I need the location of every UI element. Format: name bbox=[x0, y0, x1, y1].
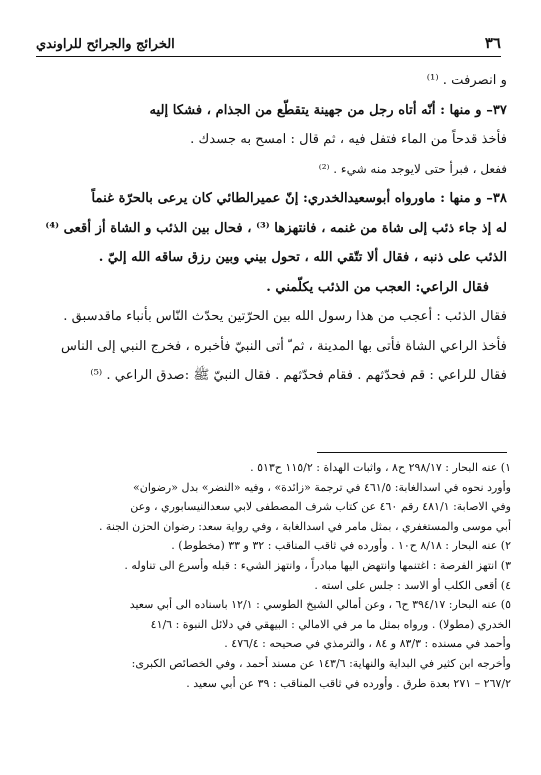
footnote-line: وأخرجه ابن كثير في البداية والنهاية: ١٤٣/٦ عن مسند أحمد ، وفي الخصائص الكبرى: bbox=[131, 656, 511, 670]
footnote-line: ٣) انتهز الفرصة : اغتنمها وانتهض اليها مبادراً ، وانتهز الشيء : قبله وأسرع الى تناوله . bbox=[124, 558, 511, 572]
footnote-line: ٢٦٧/٢ – ٢٧١ بعدة طرق . وأورده في ثاقب المناقب : ٣٩ عن أبي سعيد . bbox=[186, 676, 511, 690]
text-line: الذئب على ذنبه ، فقال ألا تتّقي الله ، تحول بيني وبين رزق ساقه الله إليّ . bbox=[98, 250, 507, 265]
footnote-separator bbox=[317, 452, 507, 453]
footnote-line: أبي موسى والمستغفري ، بمثل مامر في اسدالغابة ، وفي رواية سعد: رضوان الحزن الجنة . bbox=[98, 519, 511, 533]
footnote-line: ١) عنه البحار : ٢٩٨/١٧ ح٨ ، واثبات الهداة : ١١٥/٢ ح٥١٣ . bbox=[250, 461, 511, 474]
text-line: و انصرفت . ⁽¹⁾ bbox=[426, 73, 507, 88]
text-line: فأخذ قدحاً من الماء فتفل فيه ، ثم قال : امسح به جسدك . bbox=[190, 132, 507, 147]
text-line: ففعل ، فبرأ حتى لايوجد منه شيء . ⁽²⁾ bbox=[318, 161, 507, 176]
footnote-line: ٤) أقعى الكلب أو الاسد : جلس على استه . bbox=[314, 578, 511, 592]
page-number: ٣٦ bbox=[484, 34, 501, 52]
footnote-line: وفي الاصابة: ٤٨١/١ رقم ٤٦٠ عن كتاب شرف المصطفى لابي سعدالنيسابوري ، وعن bbox=[130, 500, 511, 514]
text-line: فقال للراعي : قم فحدّثهم . فقام فحدّثهم . فقال النبيّ ﷺ :صدق الراعي . ⁽⁵⁾ bbox=[90, 368, 507, 383]
footnote-line: الخدري (مطولا) . ورواه بمثل ما مر في الامالي : البيهقي في دلائل النبوة : ٤١/٦ bbox=[150, 617, 511, 631]
book-title: الخرائج والجرائح للراوندي bbox=[36, 37, 175, 52]
text-line: فقال الراعي: العجب من الذئب يكلّمني . bbox=[266, 279, 489, 295]
text-line: فأخذ الراعي الشاة فأتى بها المدينة ، ثم ّ أتى النبيّ فأخبره ، فخرج النبي إلى الناس bbox=[61, 338, 507, 354]
main-text bbox=[32, 66, 507, 391]
text-line: فقال الذئب : أعجب من هذا رسول الله بين الحرّتين يحدّث النّاس بأنباء ماقدسبق . bbox=[63, 309, 507, 324]
footnote-line: ٢) عنه البحار : ٨/١٨ ح١٠ . وأورده في ثاقب المناقب : ٣٢ و ٣٣ (مخطوط) . bbox=[171, 539, 511, 553]
hadith-37-heading-line: ٣٧– و منها : أنّه أتاه رجل من جهينة يتقطّع من الجذام ، فشكا إليه bbox=[149, 102, 507, 118]
footnote-line: وأورد نحوه في اسدالغابة: ٤٦١/٥ في ترجمة «زائدة» ، وفيه «النضر» بدل «رضوان» bbox=[133, 480, 511, 494]
footnotes bbox=[32, 458, 511, 693]
hadith-38-heading-line: ٣٨– و منها : ماورواه أبوسعيدالخدري: إنّ عميرالطائي كان يرعى بالحرّة غنماً bbox=[91, 191, 507, 206]
running-header bbox=[36, 32, 501, 57]
footnote-line: وأحمد في مسنده : ٨٣/٣ و ٨٤ ، والترمذي في صحيحه : ٤٧٦/٤ . bbox=[224, 637, 511, 651]
text-line: له إذ جاء ذئب إلى شاة من غنمه ، فانتهزها ⁽³⁾ ، فحال بين الذئب و الشاة أز أقعى ⁽⁴⁾ bbox=[45, 220, 507, 236]
footnote-line: ٥) عنه البحار: ٣٩٤/١٧ ح٦ ، وعن أمالي الشيخ الطوسي : ١٢/١ باسناده الى أبي سعيد bbox=[129, 598, 511, 612]
